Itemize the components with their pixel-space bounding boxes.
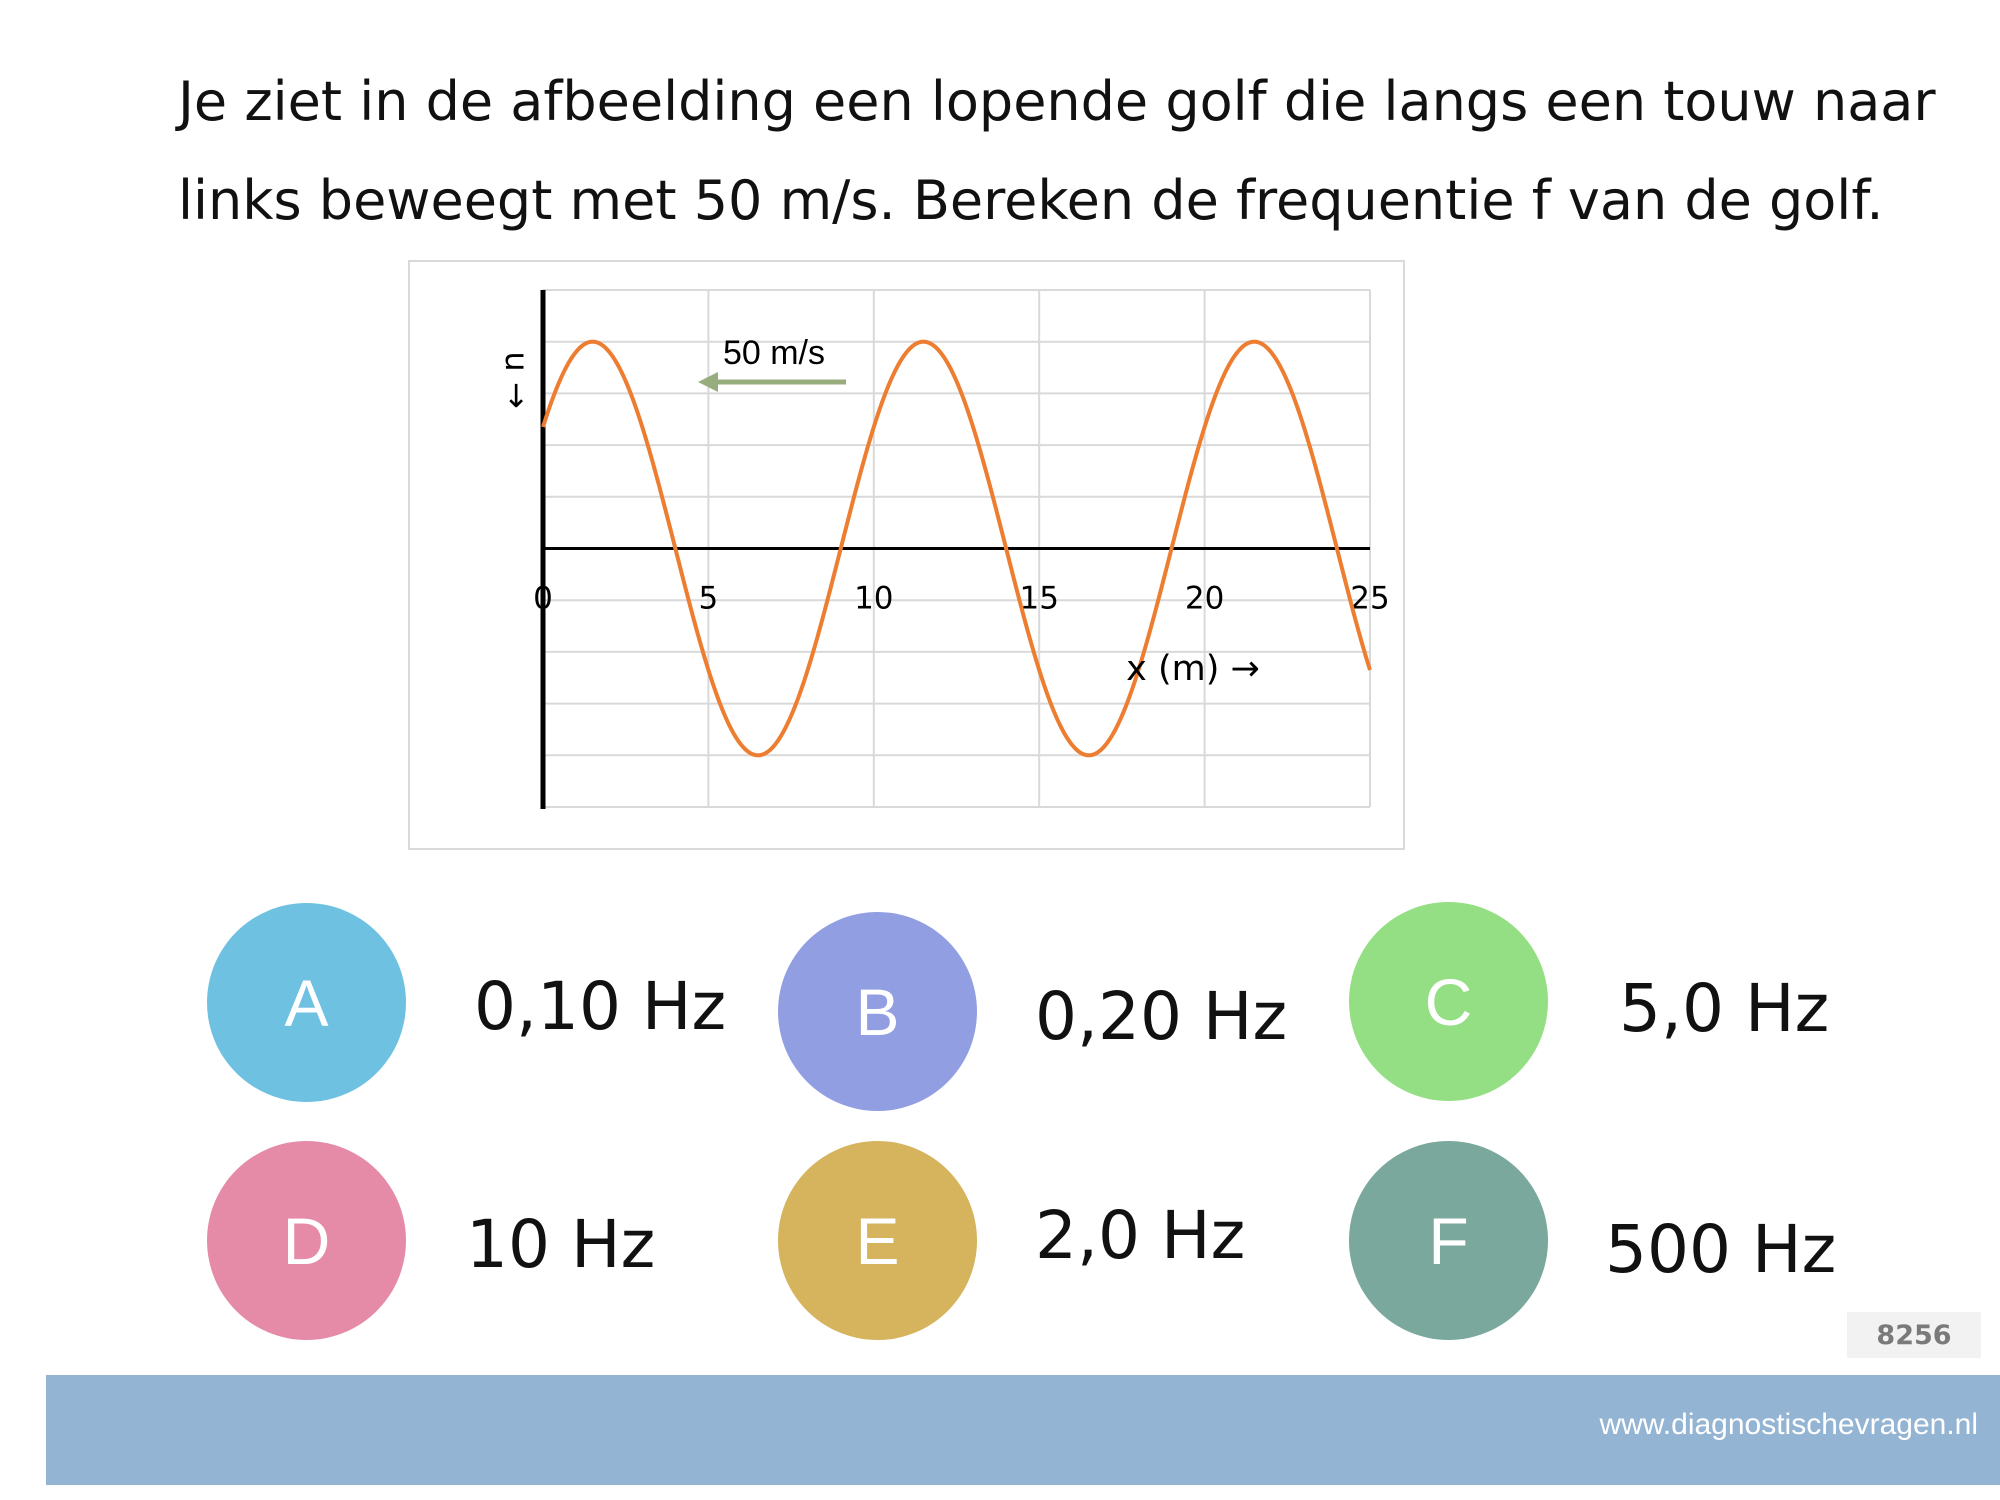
wave-chart (408, 260, 1405, 850)
x-tick-label: 0 (533, 580, 553, 617)
answer-d-circle[interactable] (207, 1141, 406, 1340)
answer-f-circle[interactable] (1349, 1141, 1548, 1340)
x-tick-label: 15 (1019, 580, 1059, 617)
x-tick-label: 20 (1184, 580, 1225, 617)
question-text: Je ziet in de afbeelding een lopende golf die langs een touw naar links beweegt met 50 m/s. Bereken de frequentie f van de golf. (178, 70, 1936, 232)
answer-b-circle[interactable] (778, 912, 977, 1111)
answer-b-letter: B (855, 974, 900, 1049)
x-axis-label: x (m) → (1126, 649, 1260, 689)
x-tick-label: 25 (1350, 580, 1390, 617)
answer-c-circle[interactable] (1349, 902, 1548, 1101)
answer-e-text: 2,0 Hz (1035, 1197, 1246, 1274)
x-tick-label: 5 (698, 580, 719, 617)
answer-f-letter: F (1428, 1203, 1469, 1278)
footer-url[interactable]: www.diagnostischevragen.nl (1599, 1408, 1978, 1441)
answer-e-letter: E (855, 1203, 900, 1278)
answer-c-text: 5,0 Hz (1619, 970, 1830, 1047)
answer-a-letter: A (284, 965, 329, 1040)
y-axis-label: u → (498, 351, 536, 409)
answer-c-letter: C (1424, 964, 1473, 1039)
answer-a-circle[interactable] (207, 903, 406, 1102)
answer-d-text: 10 Hz (466, 1206, 656, 1283)
question-id-badge: 8256 (1847, 1312, 1981, 1358)
answer-d-letter: D (282, 1203, 331, 1278)
x-tick-label: 10 (854, 580, 894, 617)
answer-e-circle[interactable] (778, 1141, 977, 1340)
answer-a-text: 0,10 Hz (474, 968, 727, 1045)
answer-f-text: 500 Hz (1605, 1211, 1837, 1288)
speed-annotation-label: 50 m/s (722, 334, 826, 372)
answer-b-text: 0,20 Hz (1035, 978, 1288, 1055)
wave-chart-svg (410, 262, 1407, 852)
footer-bar (46, 1375, 2000, 1485)
